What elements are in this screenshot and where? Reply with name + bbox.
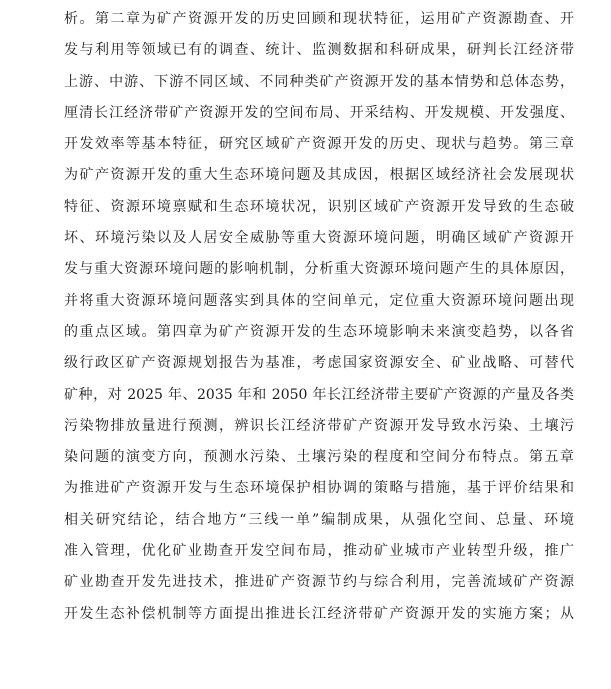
text-line: 矿种，对 2025 年、2035 年和 2050 年长江经济带主要矿产资源的产量及各类: [64, 386, 574, 403]
text-line: 级行政区矿产资源规划报告为基准，考虑国家资源安全、矿业战略、可替代: [64, 355, 574, 372]
text-line: 坏、环境污染以及人居安全威胁等重大资源环境问题，明确区域矿产资源开: [64, 230, 574, 247]
text-line: 析。第二章为矿产资源开发的历史回顾和现状特征，运用矿产资源勘查、开: [64, 11, 574, 27]
text-line: 相关研究结论，结合地方“三线一单”编制成果，从强化空间、总量、环境: [64, 511, 574, 528]
text-line: 并将重大资源环境问题落实到具体的空间单元，定位重大资源环境问题出现: [64, 292, 574, 309]
text-line: 特征、资源环境禀赋和生态环境状况，识别区域矿产资源开发导致的生态破: [64, 198, 574, 215]
text-line: 染问题的演变方向，预测水污染、土壤污染的程度和空间分布特点。第五章: [64, 449, 574, 466]
text-line: 为矿产资源开发的重大生态环境问题及其成因，根据区域经济社会发展现状: [64, 167, 574, 184]
text-line: 厘清长江经济带矿产资源开发的空间布局、开采结构、开发规模、开发强度、: [64, 104, 574, 121]
body-text: [64, 4, 574, 630]
text-line: 上游、中游、下游不同区域、不同种类矿产资源开发的基本情势和总体态势，: [64, 73, 574, 90]
text-line: 矿业勘查开发先进技术，推进矿产资源节约与综合利用，完善流域矿产资源: [64, 574, 574, 591]
text-line: 开发生态补偿机制等方面提出推进长江经济带矿产资源开发的实施方案；从: [64, 605, 574, 622]
text-line: 开发效率等基本特征，研究区域矿产资源开发的历史、现状与趋势。第三章: [64, 136, 574, 153]
text-line: 发与重大资源环境问题的影响机制，分析重大资源环境问题产生的具体原因，: [64, 261, 574, 278]
text-line: 污染物排放量进行预测，辨识长江经济带矿产资源开发导致水污染、土壤污: [64, 417, 574, 434]
text-line: 的重点区域。第四章为矿产资源开发的生态环境影响未来演变趋势，以各省: [64, 323, 574, 340]
text-line: 为推进矿产资源开发与生态环境保护相协调的策略与措施，基于评价结果和: [64, 480, 574, 497]
text-line: 准入管理，优化矿业勘查开发空间布局，推动矿业城市产业转型升级，推广: [64, 543, 574, 560]
text-line: 发与利用等领域已有的调查、统计、监测数据和科研成果，研判长江经济带: [64, 42, 574, 59]
